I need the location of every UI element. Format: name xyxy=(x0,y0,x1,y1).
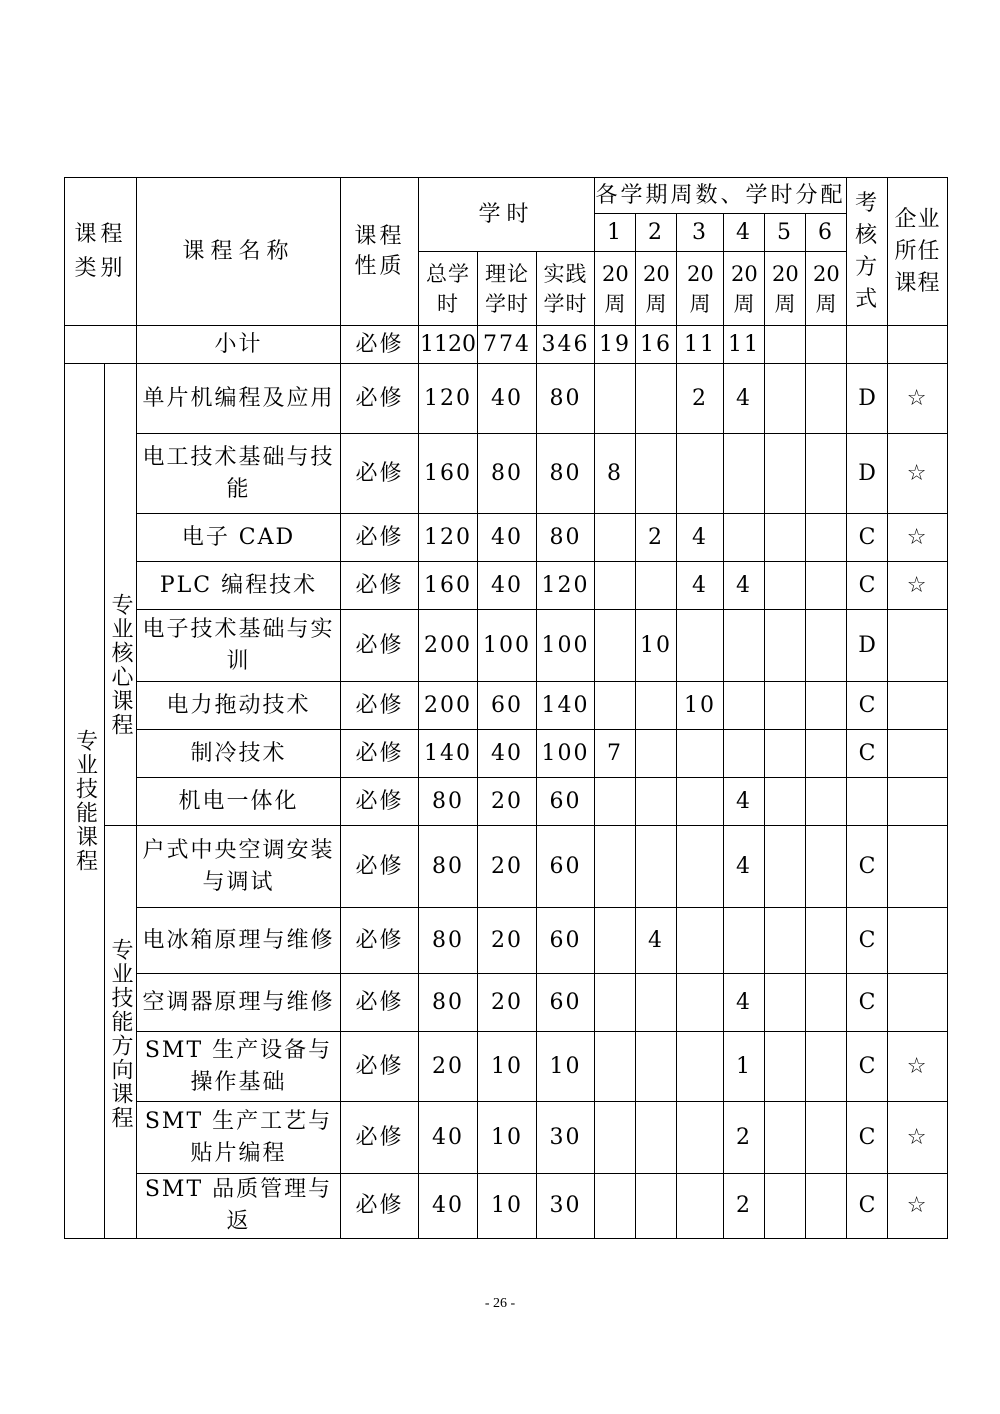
course-s1 xyxy=(595,562,636,610)
course-theory: 10 xyxy=(478,1032,537,1102)
course-s6 xyxy=(806,514,847,562)
course-s5 xyxy=(765,1032,806,1102)
course-s3 xyxy=(677,434,724,514)
course-s1 xyxy=(595,974,636,1032)
course-s1 xyxy=(595,826,636,908)
course-s4 xyxy=(724,514,765,562)
course-theory: 10 xyxy=(478,1174,537,1239)
course-total: 20 xyxy=(419,1032,478,1102)
course-s6 xyxy=(806,826,847,908)
course-practice: 140 xyxy=(537,682,595,730)
course-theory: 40 xyxy=(478,514,537,562)
header-exam: 考核方式 xyxy=(847,178,888,326)
course-theory: 20 xyxy=(478,778,537,826)
course-s5 xyxy=(765,778,806,826)
course-name: 制冷技术 xyxy=(137,730,341,778)
course-name: 单片机编程及应用 xyxy=(137,364,341,434)
table-row xyxy=(65,682,948,730)
course-s6 xyxy=(806,682,847,730)
header-category: 课程类别 xyxy=(65,178,137,326)
course-total: 40 xyxy=(419,1174,478,1239)
semester-3: 3 xyxy=(677,214,724,252)
course-total: 120 xyxy=(419,514,478,562)
course-s2 xyxy=(636,364,677,434)
course-s2 xyxy=(636,974,677,1032)
course-exam: C xyxy=(847,514,888,562)
course-s4: 4 xyxy=(724,562,765,610)
course-exam: D xyxy=(847,610,888,682)
course-s4: 2 xyxy=(724,1102,765,1174)
course-s4: 2 xyxy=(724,1174,765,1239)
course-practice: 100 xyxy=(537,730,595,778)
course-exam: C xyxy=(847,730,888,778)
header-semester-distribution: 各学期周数、学时分配 xyxy=(595,178,847,214)
table-row xyxy=(65,778,948,826)
course-s5 xyxy=(765,826,806,908)
course-theory: 10 xyxy=(478,1102,537,1174)
course-s1 xyxy=(595,778,636,826)
semester-2: 2 xyxy=(636,214,677,252)
weeks-4: 20周 xyxy=(724,252,765,326)
course-s6 xyxy=(806,974,847,1032)
course-s1 xyxy=(595,1102,636,1174)
course-s3 xyxy=(677,1102,724,1174)
course-s6 xyxy=(806,778,847,826)
course-theory: 60 xyxy=(478,682,537,730)
course-exam: C xyxy=(847,1032,888,1102)
course-s6 xyxy=(806,730,847,778)
category-cell: 专业技能课程 xyxy=(65,364,105,1239)
course-s1 xyxy=(595,682,636,730)
header-row-1 xyxy=(65,178,948,214)
subtotal-label: 小计 xyxy=(137,326,341,364)
course-s1 xyxy=(595,1174,636,1239)
course-nature: 必修 xyxy=(341,434,419,514)
course-s5 xyxy=(765,1174,806,1239)
weeks-5: 20周 xyxy=(765,252,806,326)
course-s1: 8 xyxy=(595,434,636,514)
table-row xyxy=(65,434,948,514)
course-s3 xyxy=(677,730,724,778)
enterprise-star-icon xyxy=(888,826,948,908)
subtotal-practice: 346 xyxy=(537,326,595,364)
course-name: 机电一体化 xyxy=(137,778,341,826)
course-total: 140 xyxy=(419,730,478,778)
course-practice: 120 xyxy=(537,562,595,610)
course-s2 xyxy=(636,778,677,826)
course-s5 xyxy=(765,908,806,974)
course-s3: 4 xyxy=(677,514,724,562)
course-s4: 4 xyxy=(724,364,765,434)
subtotal-s4: 11 xyxy=(724,326,765,364)
course-exam: C xyxy=(847,562,888,610)
course-total: 80 xyxy=(419,826,478,908)
course-name: SMT 生产设备与操作基础 xyxy=(137,1032,341,1102)
course-s2 xyxy=(636,826,677,908)
header-course-nature: 课程性质 xyxy=(341,178,419,326)
course-name: 电工技术基础与技能 xyxy=(137,434,341,514)
course-nature: 必修 xyxy=(341,974,419,1032)
course-s3 xyxy=(677,1174,724,1239)
course-nature: 必修 xyxy=(341,778,419,826)
subtotal-s3: 11 xyxy=(677,326,724,364)
course-s3: 10 xyxy=(677,682,724,730)
weeks-1: 20周 xyxy=(595,252,636,326)
header-practice-hours: 实践学时 xyxy=(537,252,595,326)
weeks-3: 20周 xyxy=(677,252,724,326)
course-exam: C xyxy=(847,974,888,1032)
course-s4 xyxy=(724,610,765,682)
subtotal-enterprise xyxy=(888,326,948,364)
course-total: 40 xyxy=(419,1102,478,1174)
course-name: 电子技术基础与实训 xyxy=(137,610,341,682)
course-s4: 1 xyxy=(724,1032,765,1102)
course-practice: 30 xyxy=(537,1174,595,1239)
course-s5 xyxy=(765,974,806,1032)
table-row xyxy=(65,562,948,610)
course-s4: 4 xyxy=(724,974,765,1032)
course-nature: 必修 xyxy=(341,610,419,682)
table-row xyxy=(65,610,948,682)
course-nature: 必修 xyxy=(341,562,419,610)
course-s6 xyxy=(806,1102,847,1174)
course-s4: 4 xyxy=(724,826,765,908)
header-enterprise: 企业所任课程 xyxy=(888,178,948,326)
course-theory: 100 xyxy=(478,610,537,682)
core-course-group: 专业核心课程 xyxy=(105,364,137,826)
course-theory: 20 xyxy=(478,826,537,908)
subtotal-nature: 必修 xyxy=(341,326,419,364)
course-practice: 60 xyxy=(537,908,595,974)
course-exam: C xyxy=(847,1102,888,1174)
course-total: 160 xyxy=(419,434,478,514)
course-nature: 必修 xyxy=(341,682,419,730)
subtotal-row xyxy=(65,326,948,364)
course-rows xyxy=(65,364,948,1239)
course-s3: 4 xyxy=(677,562,724,610)
table-row xyxy=(65,1174,948,1239)
course-theory: 20 xyxy=(478,908,537,974)
course-name: 电冰箱原理与维修 xyxy=(137,908,341,974)
table-row xyxy=(65,730,948,778)
course-practice: 60 xyxy=(537,974,595,1032)
enterprise-star-icon xyxy=(888,974,948,1032)
course-exam: D xyxy=(847,434,888,514)
course-s5 xyxy=(765,434,806,514)
course-s4 xyxy=(724,434,765,514)
curriculum-table xyxy=(64,177,948,1239)
course-name: SMT 生产工艺与贴片编程 xyxy=(137,1102,341,1174)
course-s1 xyxy=(595,364,636,434)
course-s5 xyxy=(765,610,806,682)
course-s5 xyxy=(765,364,806,434)
header-total-hours: 总学时 xyxy=(419,252,478,326)
table-row xyxy=(65,908,948,974)
course-name: 户式中央空调安装与调试 xyxy=(137,826,341,908)
course-s2 xyxy=(636,1032,677,1102)
course-s3 xyxy=(677,610,724,682)
course-s4 xyxy=(724,908,765,974)
course-s1 xyxy=(595,610,636,682)
course-s6 xyxy=(806,562,847,610)
page-number: - 26 - xyxy=(484,1296,516,1311)
weeks-2: 20周 xyxy=(636,252,677,326)
course-theory: 40 xyxy=(478,730,537,778)
table-row xyxy=(65,1032,948,1102)
enterprise-star-icon: ☆ xyxy=(888,1102,948,1174)
header-hours: 学时 xyxy=(419,178,595,252)
subtotal-s2: 16 xyxy=(636,326,677,364)
semester-1: 1 xyxy=(595,214,636,252)
course-s2 xyxy=(636,1174,677,1239)
course-s4 xyxy=(724,730,765,778)
course-s5 xyxy=(765,562,806,610)
subtotal-s5 xyxy=(765,326,806,364)
course-s3 xyxy=(677,778,724,826)
table-row xyxy=(65,974,948,1032)
enterprise-star-icon xyxy=(888,682,948,730)
semester-4: 4 xyxy=(724,214,765,252)
course-practice: 60 xyxy=(537,778,595,826)
course-name: 空调器原理与维修 xyxy=(137,974,341,1032)
course-practice: 80 xyxy=(537,434,595,514)
course-s6 xyxy=(806,1032,847,1102)
course-s2 xyxy=(636,562,677,610)
enterprise-star-icon xyxy=(888,778,948,826)
course-s2: 2 xyxy=(636,514,677,562)
subtotal-category xyxy=(65,326,137,364)
course-exam xyxy=(847,778,888,826)
course-total: 120 xyxy=(419,364,478,434)
enterprise-star-icon: ☆ xyxy=(888,1032,948,1102)
subtotal-total: 1120 xyxy=(419,326,478,364)
course-s2 xyxy=(636,434,677,514)
course-practice: 60 xyxy=(537,826,595,908)
course-theory: 40 xyxy=(478,562,537,610)
enterprise-star-icon: ☆ xyxy=(888,1174,948,1239)
course-s3 xyxy=(677,1032,724,1102)
course-s5 xyxy=(765,1102,806,1174)
course-s2: 4 xyxy=(636,908,677,974)
course-s3 xyxy=(677,826,724,908)
subtotal-s1: 19 xyxy=(595,326,636,364)
course-exam: C xyxy=(847,826,888,908)
course-total: 80 xyxy=(419,908,478,974)
course-s5 xyxy=(765,514,806,562)
course-name: 电力拖动技术 xyxy=(137,682,341,730)
table-row xyxy=(65,514,948,562)
course-nature: 必修 xyxy=(341,514,419,562)
course-nature: 必修 xyxy=(341,908,419,974)
course-s6 xyxy=(806,1174,847,1239)
table-row xyxy=(65,826,948,908)
enterprise-star-icon: ☆ xyxy=(888,434,948,514)
course-practice: 10 xyxy=(537,1032,595,1102)
course-theory: 80 xyxy=(478,434,537,514)
course-s1 xyxy=(595,514,636,562)
course-total: 200 xyxy=(419,610,478,682)
course-name: PLC 编程技术 xyxy=(137,562,341,610)
course-s6 xyxy=(806,610,847,682)
enterprise-star-icon: ☆ xyxy=(888,364,948,434)
header-theory-hours: 理论学时 xyxy=(478,252,537,326)
course-nature: 必修 xyxy=(341,826,419,908)
course-s5 xyxy=(765,730,806,778)
course-theory: 40 xyxy=(478,364,537,434)
course-s2 xyxy=(636,730,677,778)
course-theory: 20 xyxy=(478,974,537,1032)
course-nature: 必修 xyxy=(341,1174,419,1239)
course-practice: 30 xyxy=(537,1102,595,1174)
course-total: 200 xyxy=(419,682,478,730)
course-exam: C xyxy=(847,908,888,974)
course-s6 xyxy=(806,908,847,974)
course-practice: 80 xyxy=(537,364,595,434)
course-nature: 必修 xyxy=(341,364,419,434)
course-s6 xyxy=(806,434,847,514)
course-exam: D xyxy=(847,364,888,434)
semester-5: 5 xyxy=(765,214,806,252)
course-s1 xyxy=(595,1032,636,1102)
weeks-6: 20周 xyxy=(806,252,847,326)
course-practice: 100 xyxy=(537,610,595,682)
subtotal-s6 xyxy=(806,326,847,364)
course-s2 xyxy=(636,1102,677,1174)
enterprise-star-icon: ☆ xyxy=(888,562,948,610)
course-total: 80 xyxy=(419,778,478,826)
subtotal-exam xyxy=(847,326,888,364)
course-s6 xyxy=(806,364,847,434)
course-exam: C xyxy=(847,682,888,730)
course-nature: 必修 xyxy=(341,1102,419,1174)
table-row xyxy=(65,364,948,434)
course-s5 xyxy=(765,682,806,730)
course-total: 160 xyxy=(419,562,478,610)
enterprise-star-icon xyxy=(888,610,948,682)
course-nature: 必修 xyxy=(341,1032,419,1102)
course-name: SMT 品质管理与返 xyxy=(137,1174,341,1239)
course-s4: 4 xyxy=(724,778,765,826)
enterprise-star-icon xyxy=(888,730,948,778)
course-s2: 10 xyxy=(636,610,677,682)
direction-course-group: 专业技能方向课程 xyxy=(105,826,137,1239)
course-s3 xyxy=(677,908,724,974)
course-s3: 2 xyxy=(677,364,724,434)
course-nature: 必修 xyxy=(341,730,419,778)
header-course-name: 课程名称 xyxy=(137,178,341,326)
course-s1 xyxy=(595,908,636,974)
course-practice: 80 xyxy=(537,514,595,562)
course-total: 80 xyxy=(419,974,478,1032)
enterprise-star-icon xyxy=(888,908,948,974)
table-row xyxy=(65,1102,948,1174)
course-s1: 7 xyxy=(595,730,636,778)
enterprise-star-icon: ☆ xyxy=(888,514,948,562)
semester-6: 6 xyxy=(806,214,847,252)
course-s2 xyxy=(636,682,677,730)
course-s3 xyxy=(677,974,724,1032)
subtotal-theory: 774 xyxy=(478,326,537,364)
course-name: 电子 CAD xyxy=(137,514,341,562)
course-exam: C xyxy=(847,1174,888,1239)
course-s4 xyxy=(724,682,765,730)
